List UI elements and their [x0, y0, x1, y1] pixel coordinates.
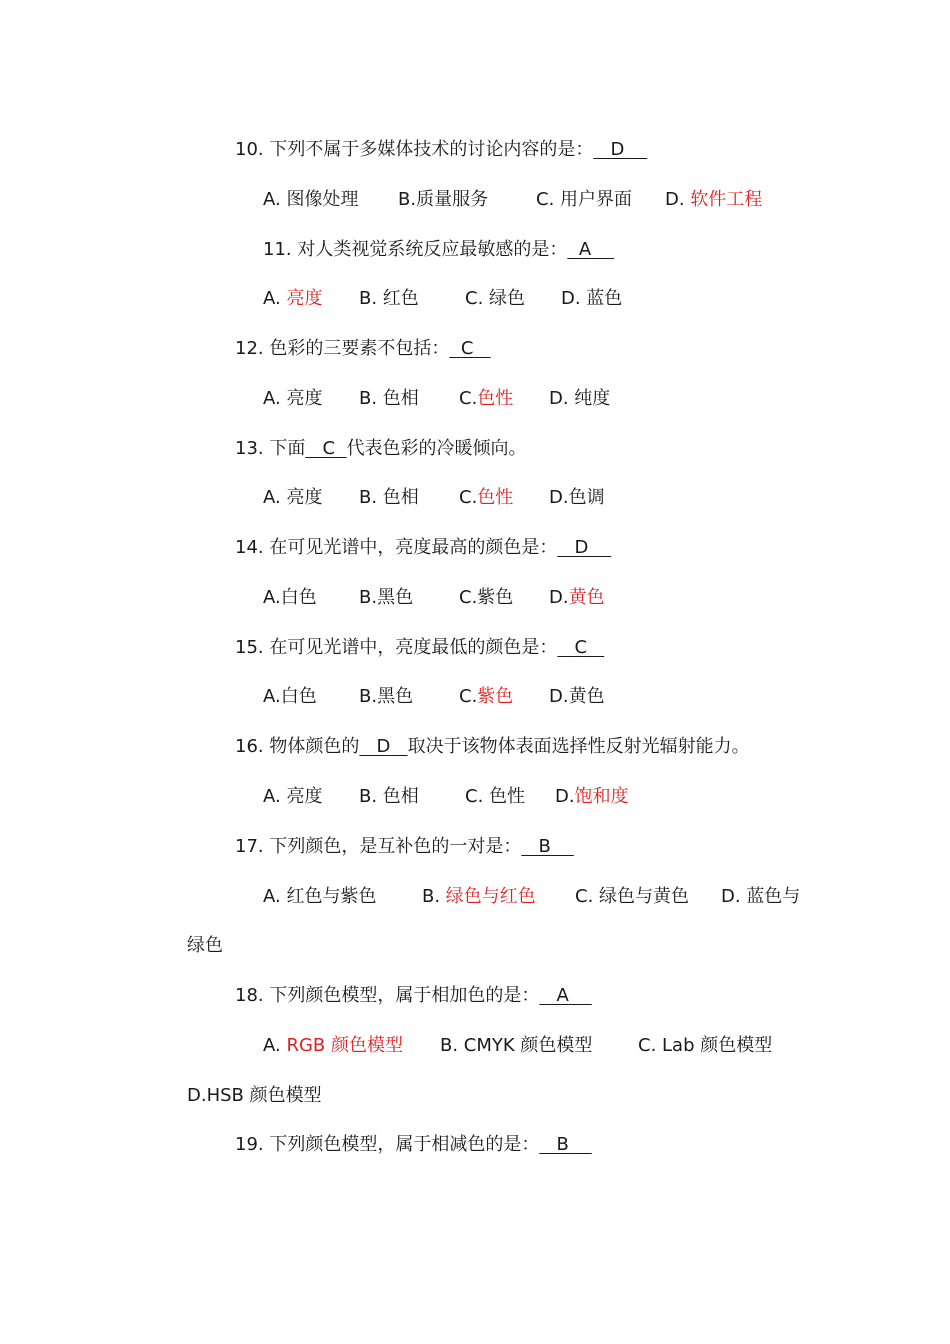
question-stem-before: 16. 物体颜色的 [235, 736, 360, 757]
question-14 [235, 536, 611, 560]
option-a: A. 亮度 [263, 288, 323, 309]
option-b: B.黑色 [359, 686, 414, 707]
option-a: A. 亮度 [263, 786, 323, 807]
answer-blank: B [538, 836, 551, 857]
correct-answer-text: RGB 颜色模型 [286, 1035, 403, 1056]
correct-answer-text: 色性 [477, 388, 514, 409]
option-b: B. 色相 [359, 786, 419, 807]
option-d: D. 蓝色与 [721, 886, 801, 907]
question-stem: 14. 在可见光谱中，亮度最高的颜色是： [235, 537, 558, 558]
correct-answer-text: 紫色 [477, 686, 514, 707]
question-stem: 12. 色彩的三要素不包括： [235, 338, 450, 359]
correct-answer-text: 绿色与红色 [445, 886, 536, 907]
question-stem: 11. 对人类视觉系统反应最敏感的是： [263, 239, 568, 260]
answer-blank: A [578, 239, 592, 260]
question-19 [235, 1133, 592, 1157]
option-b: B. 色相 [359, 388, 419, 409]
option-b: B. 绿色与红色 [422, 886, 536, 907]
correct-answer-text: 软件工程 [690, 189, 763, 210]
question-13 [235, 437, 527, 461]
correct-answer-text: 亮度 [286, 288, 323, 309]
option-c: C. 绿色 [465, 288, 526, 309]
question-12 [235, 337, 491, 361]
option-a: A. RGB 颜色模型 [263, 1035, 403, 1056]
option-a: A.白色 [263, 686, 317, 707]
option-a: A.白色 [263, 587, 317, 608]
option-c: C.色性 [459, 487, 514, 508]
option-d: D. 软件工程 [665, 189, 763, 210]
question-16 [235, 735, 750, 759]
option-c: C. 绿色与黄色 [575, 886, 690, 907]
answer-blank: B [556, 1134, 569, 1155]
option-c: C.紫色 [459, 587, 514, 608]
option-d: D.饱和度 [555, 786, 629, 807]
question-stem: 15. 在可见光谱中，亮度最低的颜色是： [235, 637, 558, 658]
option-c: C. 用户界面 [536, 189, 633, 210]
question-stem-before: 13. 下面 [235, 438, 306, 459]
option-c: C.色性 [459, 388, 514, 409]
question-17 [235, 835, 574, 859]
option-a: A. 亮度 [263, 388, 323, 409]
correct-answer-text: 黄色 [568, 587, 605, 608]
option-b: B.质量服务 [398, 189, 489, 210]
answer-blank: A [556, 985, 569, 1006]
question-stem: 10. 下列不属于多媒体技术的讨论内容的是： [235, 139, 594, 160]
question-stem: 18. 下列颜色模型，属于相加色的是： [235, 985, 540, 1006]
question-stem-after: 代表色彩的冷暖倾向。 [346, 438, 527, 459]
answer-blank: C [460, 338, 474, 359]
option-c: C. Lab 颜色模型 [638, 1035, 773, 1056]
answer-blank: C [574, 637, 588, 658]
option-a: A. 图像处理 [263, 189, 359, 210]
option-b: B. 红色 [359, 288, 419, 309]
option-d-continued: 绿色 [187, 935, 223, 956]
question-18 [235, 984, 592, 1008]
question-stem-after: 取决于该物体表面选择性反射光辐射能力。 [407, 736, 750, 757]
answer-blank: D [574, 537, 589, 558]
question-15 [235, 636, 604, 660]
question-11 [263, 238, 614, 262]
answer-blank: D [610, 139, 625, 160]
option-d: D.黄色 [549, 587, 605, 608]
option-c: C. 色性 [465, 786, 526, 807]
question-stem: 19. 下列颜色模型，属于相减色的是： [235, 1134, 540, 1155]
option-d: D. 纯度 [549, 388, 611, 409]
option-d: D.黄色 [549, 686, 605, 707]
question-10 [235, 138, 647, 162]
correct-answer-text: 色性 [477, 487, 514, 508]
option-a: A. 亮度 [263, 487, 323, 508]
option-c: C.紫色 [459, 686, 514, 707]
option-d: D.HSB 颜色模型 [187, 1085, 322, 1106]
correct-answer-text: 饱和度 [574, 786, 629, 807]
option-b: B. 色相 [359, 487, 419, 508]
question-stem: 17. 下列颜色，是互补色的一对是： [235, 836, 522, 857]
option-d: D.色调 [549, 487, 605, 508]
option-d: D. 蓝色 [561, 288, 623, 309]
option-a: A. 红色与紫色 [263, 886, 377, 907]
answer-blank: C [322, 438, 336, 459]
option-b: B. CMYK 颜色模型 [440, 1035, 593, 1056]
option-b: B.黑色 [359, 587, 414, 608]
answer-blank: D [376, 736, 391, 757]
